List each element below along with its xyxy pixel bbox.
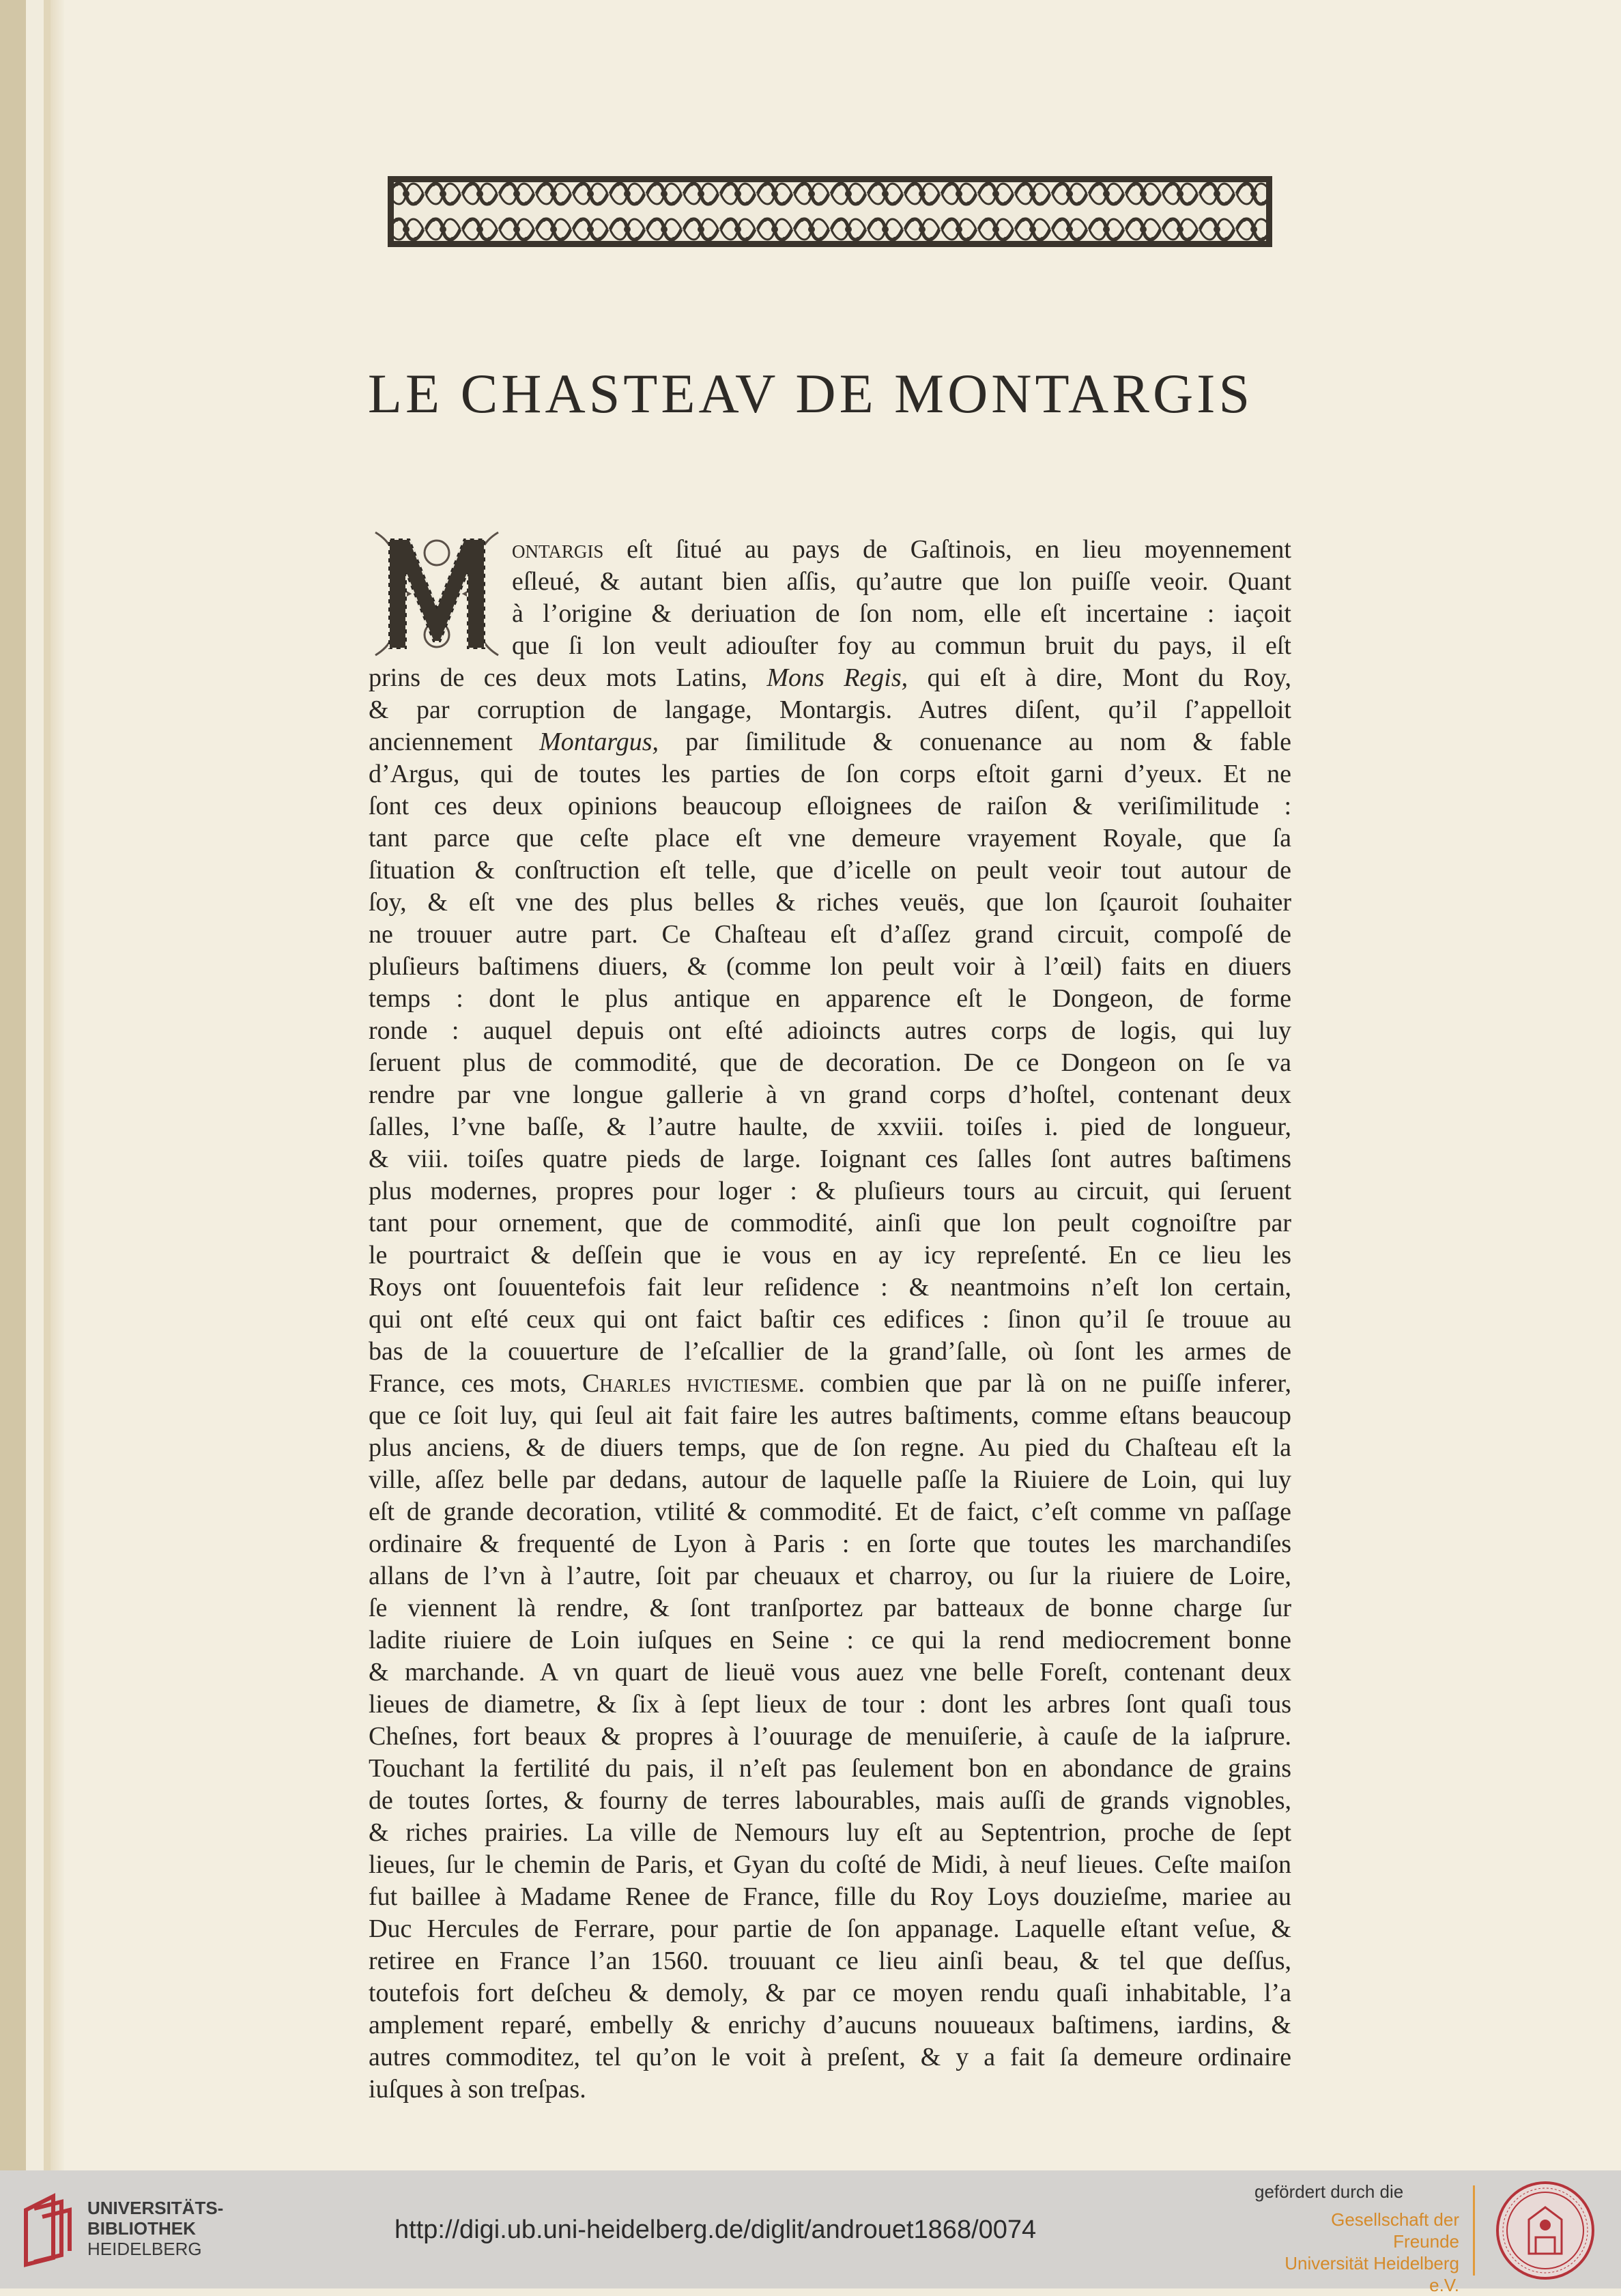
footer-bar (0, 2170, 1621, 2295)
small-caps-text: Charles hvictiesme. (582, 1369, 805, 1398)
ornamental-band (388, 176, 1272, 247)
text-line (369, 662, 1291, 694)
text-run: ſituation & conſtruction eſt telle, que d’icelle on peult veoir tout autour de (369, 856, 1291, 885)
text-line (369, 758, 1291, 790)
text-line (369, 1528, 1291, 1560)
text-run: retiree en France l’an 1560. trouuant ce lieu ainſi beau, & tel que deſſus, (369, 1947, 1291, 1975)
text-line (369, 1432, 1291, 1464)
text-run: anciennement (369, 728, 540, 756)
text-run: eſleué, & autant bien aſſis, qu’autre que lon puiſſe veoir. Quant (512, 567, 1291, 596)
text-line (369, 1336, 1291, 1368)
text-line (369, 1881, 1291, 1913)
text-run: Duc Hercules de Ferrare, pour partie de ſon appanage. Laquelle eſtant veſue, & (369, 1914, 1291, 1943)
text-run: le pourtraict & deſſein que ie vous en ay icy repreſenté. En ce lieu les (369, 1241, 1291, 1269)
dropcap-m (369, 526, 505, 662)
text-run: ladite riuiere de Loin iuſques en Seine : ce qui la rend mediocrement bonne (369, 1626, 1291, 1654)
text-line (369, 1047, 1291, 1079)
text-line (369, 1304, 1291, 1336)
text-run: bas de la couuerture de l’eſcallier de la grand’ſalle, où ſont les armes de (369, 1337, 1291, 1366)
text-line (369, 822, 1291, 855)
text-run: combien que par là on ne puiſſe inferer, (805, 1369, 1292, 1398)
text-line (369, 1913, 1291, 1945)
text-run: par ſimilitude & conuenance au nom & fable (659, 728, 1291, 756)
text-run: autres commoditez, tel qu’on le voit à preſent, & y a fait ſa demeure ordinaire (369, 2043, 1291, 2071)
text-line (369, 1656, 1291, 1689)
text-run: fut baillee à Madame Renee de France, fille du Roy Loys douzieſme, mariee au (369, 1882, 1291, 1911)
chapter-title: LE CHASTEAV DE MONTARGIS (367, 362, 1254, 425)
text-run: qui eſt à dire, Mont du Roy, (908, 663, 1291, 692)
page-gutter (0, 0, 26, 2170)
text-run: plus anciens, & de diuers temps, que de ſon regne. Au pied du Chaſteau eſt la (369, 1433, 1291, 1462)
text-line (369, 983, 1291, 1015)
text-line (369, 1464, 1291, 1496)
text-run: & par corruption de langage, Montargis. Autres diſent, qu’il ſ’appelloit (369, 695, 1291, 724)
text-run: & viii. toiſes quatre pieds de large. Ioignant ces ſalles ſont autres baſtimens (369, 1145, 1291, 1173)
text-run: toutefois fort deſcheu & demoly, & par ce moyen rendu quaſi inhabitable, l’a (369, 1979, 1291, 2007)
text-line (369, 1111, 1291, 1143)
text-line (369, 1368, 1291, 1400)
text-run: ſoy, & eſt vne des plus belles & riches veuës, que lon ſçauroit ſouhaiter (369, 888, 1291, 917)
text-run: de toutes ſortes, & fourny de terres labourables, mais auſſi de grands vignobles, (369, 1786, 1291, 1815)
text-line (369, 1496, 1291, 1528)
text-run: Cheſnes, fort beaux & propres à l’ouurage de menuiſerie, à cauſe de la iaſprure. (369, 1722, 1291, 1751)
text-line (369, 887, 1291, 919)
text-run: ſont ces deux opinions beaucoup eſloignees de raiſon & veriſimilitude : (369, 792, 1291, 820)
sponsor-name-line1: Gesellschaft der Freunde (1331, 2209, 1459, 2252)
sponsor-name (1261, 2209, 1459, 2296)
text-run: ſe viennent là rendre, & ſont tranſportez par batteaux de bonne charge ſur (369, 1594, 1291, 1622)
text-run: eſt ſitué au pays de Gaſtinois, en lieu moyennement (603, 535, 1291, 564)
text-run: plus modernes, propres pour loger : & pluſieurs tours au circuit, qui ſeruent (369, 1177, 1291, 1205)
text-run: ronde : auquel depuis ont eſté adioincts autres corps de logis, qui luy (369, 1016, 1291, 1045)
text-run: eſt de grande decoration, vtilité & commodité. Et de faict, c’eſt comme vn paſſage (369, 1497, 1291, 1526)
text-line (369, 1592, 1291, 1624)
text-line (369, 1753, 1291, 1785)
text-run: lieues, ſur le chemin de Paris, et Gyan du coſté de Midi, à neuf lieues. Ceſte maiſon (369, 1850, 1291, 1879)
text-line (369, 1175, 1291, 1207)
text-line (369, 855, 1291, 887)
text-line (369, 919, 1291, 951)
text-line (369, 726, 1291, 758)
text-line (369, 790, 1291, 822)
text-line (369, 1143, 1291, 1175)
text-run: amplement reparé, embelly & enrichy d’aucuns nouueaux baſtimens, iardins, & (369, 2011, 1291, 2039)
text-line (512, 598, 1291, 630)
text-run: ordinaire & frequenté de Lyon à Paris : en ſorte que toutes les marchandiſes (369, 1530, 1291, 1558)
text-run: rendre par vne longue gallerie à vn grand corps d’hoſtel, contenant deux (369, 1080, 1291, 1109)
text-run: tant parce que ceſte place eſt vne demeure vrayement Royale, que ſa (369, 824, 1291, 852)
text-line (369, 1015, 1291, 1047)
university-seal-icon (1495, 2180, 1596, 2281)
text-line (369, 1849, 1291, 1881)
text-line (369, 1560, 1291, 1592)
text-run: lieues de diametre, & ſix à ſept lieux de tour : dont les arbres ſont quaſi tous (369, 1690, 1291, 1719)
text-line (369, 1079, 1291, 1111)
text-line (369, 1207, 1291, 1239)
text-line (369, 2041, 1291, 2073)
text-run: pluſieurs baſtimens diuers, & (comme lon peult voir à l’œil) faits en diuers (369, 952, 1291, 981)
text-run: allans de l’vn à l’autre, ſoit par cheuaux et charroy, ou ſur la riuiere de Loire, (369, 1562, 1291, 1590)
text-run: que ſi lon veult adiouſter foy au commun bruit du pays, il eſt (512, 631, 1291, 660)
text-run: France, ces mots, (369, 1369, 582, 1398)
text-line (369, 951, 1291, 983)
text-run: Touchant la fertilité du pais, il n’eſt pas ſeulement bon en abondance de grains (369, 1754, 1291, 1783)
text-run: & marchande. A vn quart de lieuë vous auez vne belle Foreſt, contenant deux (369, 1658, 1291, 1687)
small-caps-text: ontargis (512, 535, 604, 564)
italic-term: Mons Regis, (766, 663, 908, 692)
text-run: que ce ſoit luy, qui ſeul ait fait faire les autres baſtiments, comme eſtans beaucoup (369, 1401, 1291, 1430)
gutter-shadow (51, 0, 64, 2170)
library-name-line3: HEIDELBERG (87, 2239, 202, 2259)
library-name-line2: BIBLIOTHEK (87, 2218, 196, 2239)
text-run: ſeruent plus de commodité, que de decoration. De ce Dongeon on ſe va (369, 1048, 1291, 1077)
text-run: d’Argus, qui de toutes les parties de ſon corps eſtoit garni d’yeux. Et ne (369, 760, 1291, 788)
text-run: Roys ont ſouuentefois fait leur reſidence : & neantmoins n’eſt lon certain, (369, 1273, 1291, 1302)
italic-term: Montargus, (539, 728, 659, 756)
text-run: temps : dont le plus antique en apparence eſt le Dongeon, de forme (369, 984, 1291, 1013)
text-run: prins de ces deux mots Latins, (369, 663, 767, 692)
gutter-fold (44, 0, 51, 2170)
library-name (87, 2198, 223, 2259)
text-run: ſalles, l’vne baſſe, & l’autre haulte, de xxviii. toiſes i. pied de longueur, (369, 1113, 1291, 1141)
text-line (369, 1689, 1291, 1721)
text-line (369, 1785, 1291, 1817)
text-run: iuſques à son treſpas. (369, 2075, 586, 2104)
ub-logo-icon (19, 2190, 74, 2270)
sponsor-label: gefördert durch die (1254, 2181, 1404, 2202)
sponsor-name-line2: Universität Heidelberg e.V. (1285, 2253, 1459, 2295)
text-line (369, 694, 1291, 726)
text-line (512, 566, 1291, 598)
text-line (369, 1624, 1291, 1656)
text-run: & riches prairies. La ville de Nemours luy eſt au Septentrion, proche de ſept (369, 1818, 1291, 1847)
text-run: qui ont eſté ceux qui ont faict baſtir ces edifices : ſinon qu’il ſe trouue au (369, 1305, 1291, 1334)
text-line (369, 1721, 1291, 1753)
text-line (369, 1400, 1291, 1432)
text-line (369, 2009, 1291, 2041)
text-line (512, 630, 1291, 662)
text-run: tant pour ornement, que de commodité, ainſi que lon peult cognoiſtre par (369, 1209, 1291, 1237)
text-line (369, 1239, 1291, 1272)
text-line (369, 1977, 1291, 2009)
text-line (369, 2073, 1291, 2106)
text-line (369, 1817, 1291, 1849)
text-line (512, 534, 1291, 566)
text-line (369, 1272, 1291, 1304)
text-run: ne trouuer autre part. Ce Chaſteau eſt d’aſſez grand circuit, compoſé de (369, 920, 1291, 949)
permalink-url[interactable]: http://digi.ub.uni-heidelberg.de/diglit/androuet1868/0074 (395, 2215, 1037, 2244)
text-run: à l’origine & deriuation de ſon nom, elle eſt incertaine : iaçoit (512, 599, 1291, 628)
sponsor-divider (1473, 2185, 1475, 2276)
library-name-line1: UNIVERSITÄTS- (87, 2198, 224, 2218)
text-line (369, 1945, 1291, 1977)
text-run: ville, aſſez belle par dedans, autour de laquelle paſſe la Riuiere de Loin, qui luy (369, 1465, 1291, 1494)
